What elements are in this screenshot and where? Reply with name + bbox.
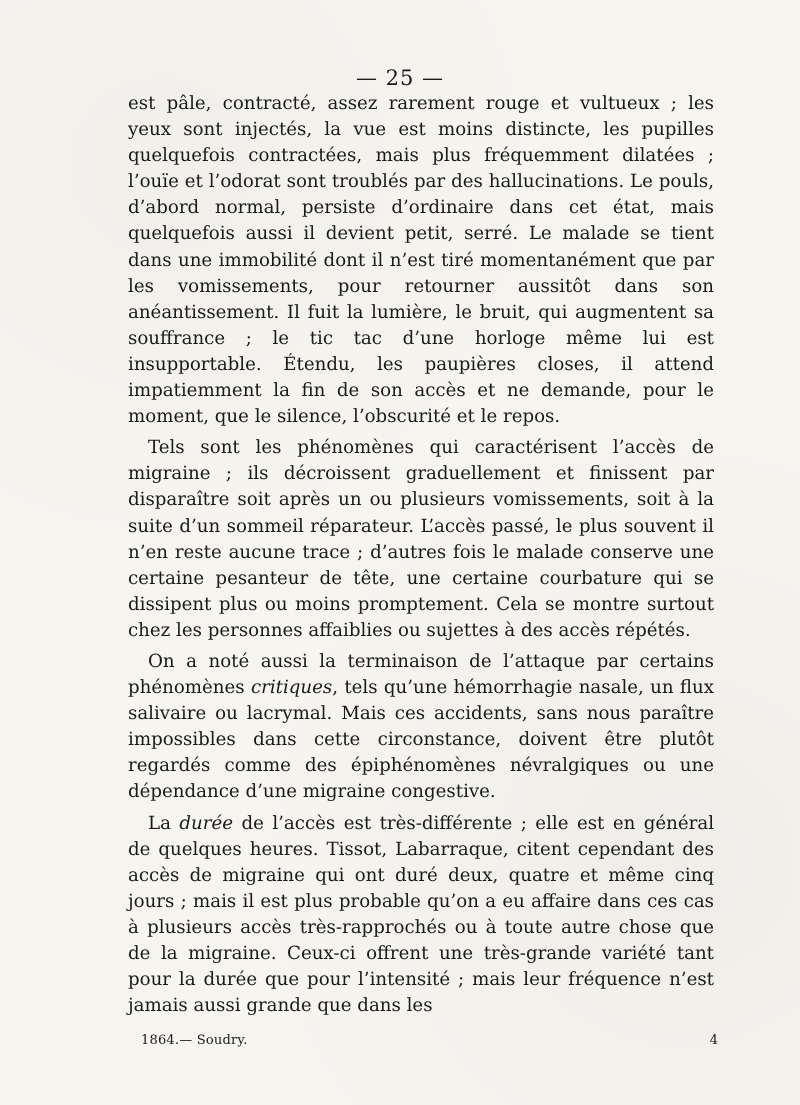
main-text: [128, 91, 714, 1019]
paragraph-4-text-before: La: [148, 812, 180, 834]
paragraph-3: [128, 649, 714, 806]
footer-signature-number: 4: [709, 1033, 718, 1048]
paragraph-3-italic-term: critiques: [250, 677, 333, 699]
footer-publication-info: 1864.— Soudry.: [141, 1033, 248, 1048]
paragraph-4-italic-term: durée: [179, 812, 233, 834]
paragraph-1: est pâle, contracté, assez rarement rouge et vultueux ; les yeux sont injectés, la vue est moins distincte, les pupilles quelquefois contractées, mais plus fréquemment dilatées ; l’ouïe et l’odorat sont troublés par des hallucinations. Le pouls, d’abord normal, persiste d’ordinaire dans cet état, mais quelquefois aussi il devient petit, serré. Le malade se tient dans une immobilité dont il n’est tiré momentanément que par les vomissements, pour retourner aussitôt dans son anéantissement. Il fuit la lumière, le bruit, qui augmentent sa souffrance ; le tic tac d’une horloge même lui est insupportable. Étendu, les paupières closes, il attend impatiemment la fin de son accès et ne demande, pour le moment, que le silence, l’obscurité et le repos.: [128, 93, 714, 428]
paragraph-4-text-after: de l’accès est très-différente ; elle est en général de quelques heures. Tissot, Labarraque, citent cependant des accès de migraine qui ont duré deux, quatre et même cinq jours ; mais il est plus probable qu’on a eu affaire dans ces cas à plusieurs accès très-rapprochés ou à toute autre chose que de la migraine. Ceux-ci offrent une très-grande variété tant pour la durée que pour l’intensité ; mais leur fréquence n’est jamais aussi grande que dans les: [128, 812, 715, 1017]
paragraph-3-text-before: On a noté aussi la terminaison de l’attaque par certains phénomènes: [128, 650, 714, 699]
paragraph-3-text-after: , tels qu’une hémorrhagie nasale, un flux salivaire ou lacrymal. Mais ces accidents, sans nous paraître impossibles dans cette circonstance, doivent être plutôt regardés comme des épiphénomènes névralgiques ou une dépendance d’une migraine congestive.: [128, 677, 714, 803]
paragraph-4: [128, 811, 714, 1020]
paragraph-2: Tels sont les phénomènes qui caractérisent l’accès de migraine ; ils décroissent graduellement et finissent par disparaître soit après un ou plusieurs vomissements, soit à la suite d’un sommeil réparateur. L’accès passé, le plus souvent il n’en reste aucune trace ; d’autres fois le malade conserve une certaine pesanteur de tête, une certaine courbature qui se dissipent plus ou moins promptement. Cela se montre surtout chez les personnes affaiblies ou sujettes à des accès répétés.: [128, 437, 714, 641]
page-number: — 25 —: [355, 66, 445, 90]
